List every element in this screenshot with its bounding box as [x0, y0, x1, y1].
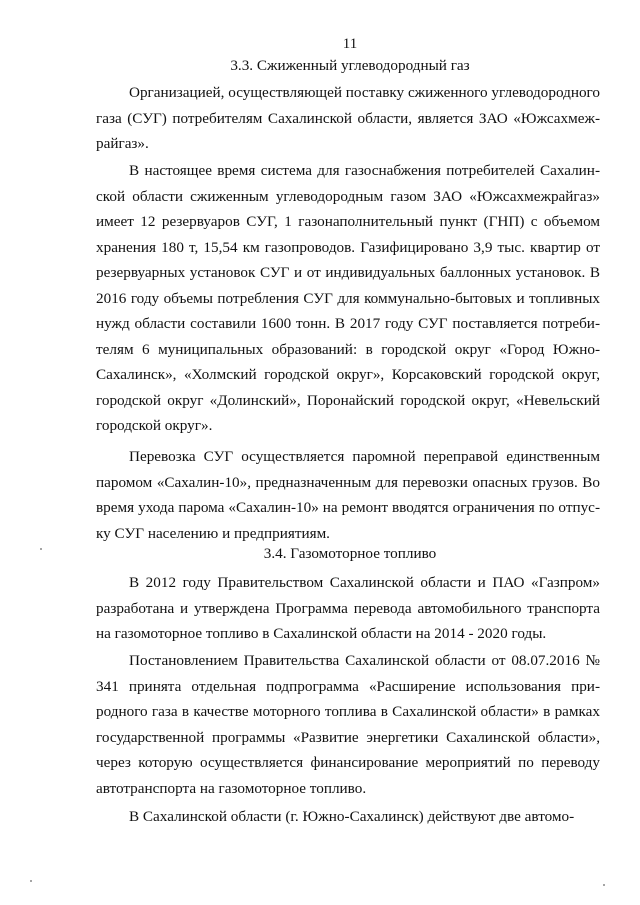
scan-speck: [30, 880, 32, 882]
section-heading-gas-motor-fuel: 3.4. Газомоторное топливо: [263, 545, 437, 562]
paragraph-resolution: Постановлением Правительства Сахалинской области от 08.07.2016 № 341 принята отдельная подпрограмма «Расширение использования природного газа в качестве моторного топлива в Сахалинской области» в рамках государственной программы «Развитие энергетики Сахалинской области», через которую осуществляется финансирование мероприятий по переводу автотранспорта на газомоторное топливо.: [96, 652, 600, 797]
page-number: 11: [342, 36, 358, 52]
scan-speck: [603, 884, 605, 886]
paragraph-supply-system: В настоящее время система для газоснабжения потребителей Сахалинской области сжиженным углеводородным газом ЗАО «Южсахмежрайгаз» имеет 12 резервуаров СУГ, 1 газонаполнительный пункт (ГНП) с объемом хранения 180 т, 15,54 км газопроводов. Газифицировано 3,9 тыс. квартир от резервуарных установок СУГ и от индивидуальных баллонных установок. В 2016 году объемы потребления СУГ для коммунально-бытовых и топливных нужд области составили 1600 тонн. В 2017 году СУГ поставляется потребителям 6 муниципальных образований: в городской округ «Город Южно-Сахалинск», «Холмский городской округ», Корсаковский городской округ, городской округ «Долинский», Поронайский городской округ, «Невельский городской округ».: [96, 162, 600, 434]
scan-speck: [40, 548, 42, 550]
paragraph-ferry-transport: Перевозка СУГ осуществляется паромной переправой единственным паромом «Сахалин-10», предназначенным для перевозки опасных грузов. Во время ухода парома «Сахалин-10» на ремонт вводятся ограничения по отпуску СУГ населению и предприятиям.: [96, 448, 600, 542]
paragraph-program: В 2012 году Правительством Сахалинской области и ПАО «Газпром» разработана и утверждена Программа перевода автомобильного транспорта на газомоторное топливо в Сахалинской области на 2014 - 2020 годы.: [96, 574, 600, 642]
paragraph-stations: В Сахалинской области (г. Южно-Сахалинск) действуют две автомо-: [129, 808, 575, 825]
section-heading-lpg: 3.3. Сжиженный углеводородный газ: [230, 57, 470, 74]
paragraph-supplier: Организацией, осуществляющей поставку сжиженного углеводородного газа (СУГ) потребителям Сахалинской области, является ЗАО «Южсахмежрайгаз».: [96, 84, 600, 152]
